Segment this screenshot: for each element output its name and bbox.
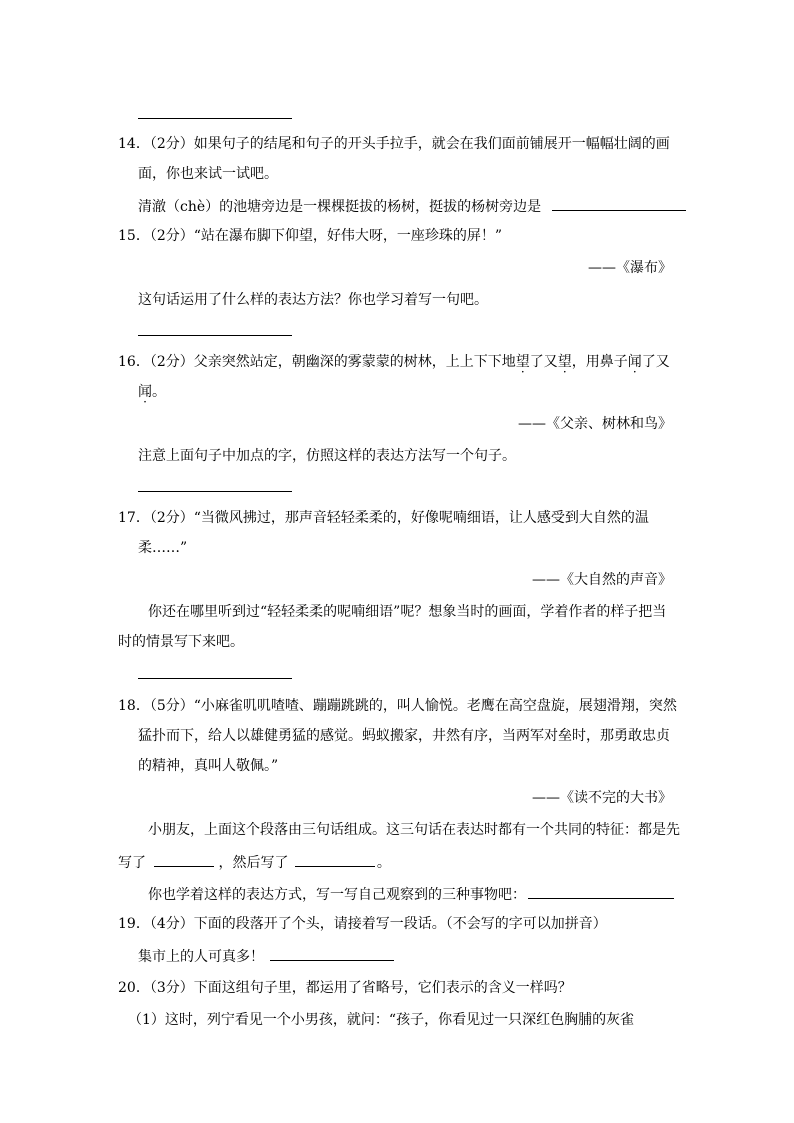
- q18-text-b: ，然后写了: [218, 855, 289, 871]
- q17-line3: 你还在哪里听到过“轻轻柔柔的呢喃细语”呢？想象当时的画面，学着作者的样子把当: [148, 604, 667, 620]
- q16-text-d: 了又: [641, 354, 670, 370]
- q16-dotted-char: 闻: [138, 384, 152, 400]
- q16-dotted-char: 闻: [627, 354, 642, 370]
- q17-line2: 柔……”: [138, 540, 188, 556]
- q19-line1: 19．（4分）下面的段落开了个头，请接着写一段话。（不会写的字可以加拼音）: [118, 916, 607, 932]
- q15-answer-line[interactable]: [138, 335, 292, 336]
- q19-line2: [138, 946, 394, 967]
- q14-line1: 14．（2分）如果句子的结尾和句子的开头手拉手，就会在我们面前铺展开一幅幅壮阔的画: [118, 136, 670, 152]
- q17-source: ——《大自然的声音》: [532, 572, 672, 588]
- q20-line2: （1）这时，列宁看见一个小男孩，就问：“孩子，你看见过一只深红色胸脯的灰雀: [128, 1012, 635, 1028]
- q18-text-c: 。: [376, 855, 391, 871]
- answer-line: [138, 118, 292, 119]
- q18-source: ——《读不完的大书》: [532, 790, 672, 806]
- q17-line4: 时的情景写下来吧。: [118, 634, 244, 650]
- q18-answer-blank-3[interactable]: [528, 884, 674, 899]
- q16-line3: 注意上面句子中加点的字，仿照这样的表达方法写一个句子。: [138, 448, 516, 464]
- q16-source: ——《父亲、树林和鸟》: [518, 416, 672, 432]
- q14-line3: [138, 196, 686, 217]
- q15-line2: 这句话运用了什么样的表达方法？你也学习着写一句吧。: [138, 292, 488, 308]
- q16-dotted-char: 望: [557, 354, 572, 370]
- q18-line4: 小朋友，上面这个段落由三句话组成。这三句话在表达时都有一个共同的特征：都是先: [148, 822, 680, 838]
- q18-line6: [148, 884, 674, 905]
- q19-answer-blank[interactable]: [270, 946, 394, 961]
- q18-answer-blank-1[interactable]: [154, 852, 214, 867]
- q18-line3: 的精神，真叫人敬佩。”: [138, 758, 279, 774]
- q16-text-b: 了又: [529, 354, 558, 370]
- q16-line2: [138, 382, 166, 402]
- q16-text-c: ，用鼻子: [571, 354, 628, 370]
- q16-text-e: 。: [152, 384, 166, 400]
- q19-prompt: 集市上的人可真多！: [138, 949, 264, 965]
- q16-line1: [118, 352, 670, 372]
- q18-line1: 18．（5分）“小麻雀叽叽喳喳、蹦蹦跳跳的，叫人愉悦。老鹰在高空盘旋，展翅滑翔，突然: [118, 698, 677, 714]
- q17-answer-line[interactable]: [138, 678, 292, 679]
- q18-prompt: 你也学着这样的表达方式，写一写自己观察到的三种事物吧：: [148, 887, 526, 903]
- q14-answer-blank[interactable]: [552, 196, 686, 211]
- q16-dotted-char: 望: [515, 354, 530, 370]
- q14-line2: 面，你也来试一试吧。: [138, 166, 278, 182]
- q16-text-a: 16．（2分）父亲突然站定，朝幽深的雾蒙蒙的树林，上上下下地: [118, 354, 516, 370]
- q18-text-a: 写了: [118, 855, 146, 871]
- q14-prompt: 清澈（chè）的池塘旁边是一棵棵挺拔的杨树，挺拔的杨树旁边是: [138, 199, 542, 215]
- q17-line1: 17．（2分）“当微风拂过，那声音轻轻柔柔的，好像呢喃细语，让人感受到大自然的温: [118, 510, 649, 526]
- q18-line2: 猛扑而下，给人以雄健勇猛的感觉。蚂蚁搬家，井然有序，当两军对垒时，那勇敢忠贞: [138, 728, 670, 744]
- q16-answer-line[interactable]: [138, 491, 292, 492]
- q20-line1: 20．（3分）下面这组句子里，都运用了省略号，它们表示的含义一样吗？: [118, 980, 572, 996]
- q15-line1: 15．（2分）“站在瀑布脚下仰望，好伟大呀，一座珍珠的屏！”: [118, 228, 503, 244]
- q15-source: ——《瀑布》: [588, 260, 672, 276]
- q18-line5: [118, 852, 391, 873]
- q18-answer-blank-2[interactable]: [295, 852, 375, 867]
